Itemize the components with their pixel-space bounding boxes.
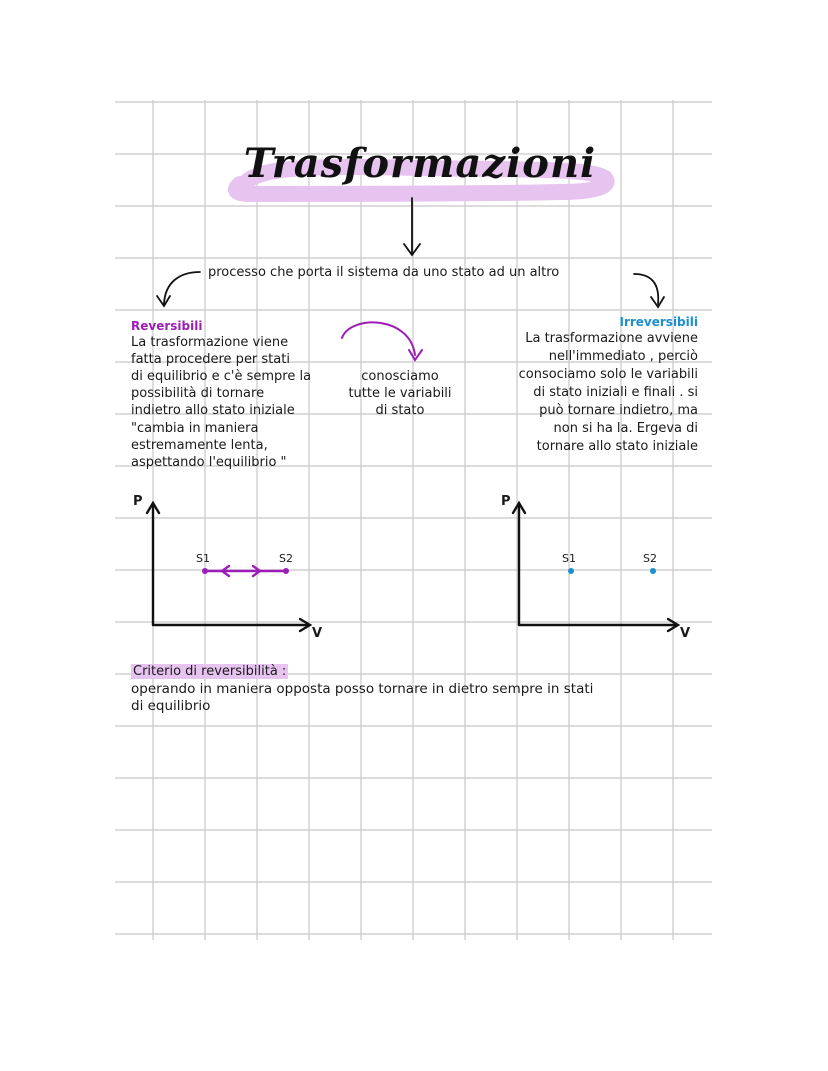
irreversible-line: tornare allo stato iniziale [536, 439, 698, 454]
reversible-line: La trasformazione viene [131, 335, 289, 350]
left-graph-path [205, 566, 286, 576]
reversible-line: possibilità di tornare [131, 386, 265, 401]
middle-note-line: conosciamo [361, 369, 439, 384]
irreversible-line: La trasformazione avviene [525, 331, 698, 346]
reversible-line: di equilibrio e c'è sempre la [131, 369, 312, 384]
criterion-line: operando in maniera opposta posso tornare in dietro sempre in stati [131, 681, 594, 697]
right-point-s2 [650, 568, 656, 574]
right-x-axis-label: V [680, 626, 691, 641]
left-point-s2 [283, 568, 289, 574]
left-y-axis-label: P [133, 494, 143, 509]
criterion-heading: Criterio di reversibilità : [133, 664, 287, 679]
left-s2-label: S2 [279, 552, 293, 565]
irreversible-line: può tornare indietro, ma [539, 403, 698, 418]
criterion-line: di equilibrio [131, 698, 211, 714]
right-s2-label: S2 [643, 552, 657, 565]
left-x-axis-label: V [312, 626, 323, 641]
middle-note-line: tutte le variabili [348, 386, 452, 401]
irreversible-line: di stato iniziali e finali . si [533, 385, 698, 400]
irreversible-line: non si ha la. Ergeva di [553, 421, 698, 436]
criterion-heading-wrap [131, 663, 288, 680]
left-point-s1 [202, 568, 208, 574]
reversible-line: fatta procedere per stati [131, 352, 290, 367]
reversible-line: estremamente lenta, [131, 438, 268, 453]
left-s1-label: S1 [196, 552, 210, 565]
right-y-axis-label: P [501, 494, 511, 509]
irreversible-heading: Irreversibili [619, 315, 698, 329]
irreversible-line: nell'immediato , perciò [548, 349, 698, 364]
right-point-s1 [568, 568, 574, 574]
reversible-line: "cambia in maniera [131, 421, 259, 436]
reversible-line: indietro allo stato iniziale [131, 403, 295, 418]
reversible-heading: Reversibili [131, 319, 203, 333]
page-title: Trasformazioni [243, 140, 597, 187]
process-description: processo che porta il sistema da uno stato ad un altro [208, 265, 560, 280]
irreversible-line: consociamo solo le variabili [518, 367, 698, 382]
middle-note-line: di stato [375, 403, 425, 418]
right-graph-axes [513, 503, 678, 631]
reversible-line: aspettando l'equilibrio " [131, 455, 287, 470]
right-s1-label: S1 [562, 552, 576, 565]
